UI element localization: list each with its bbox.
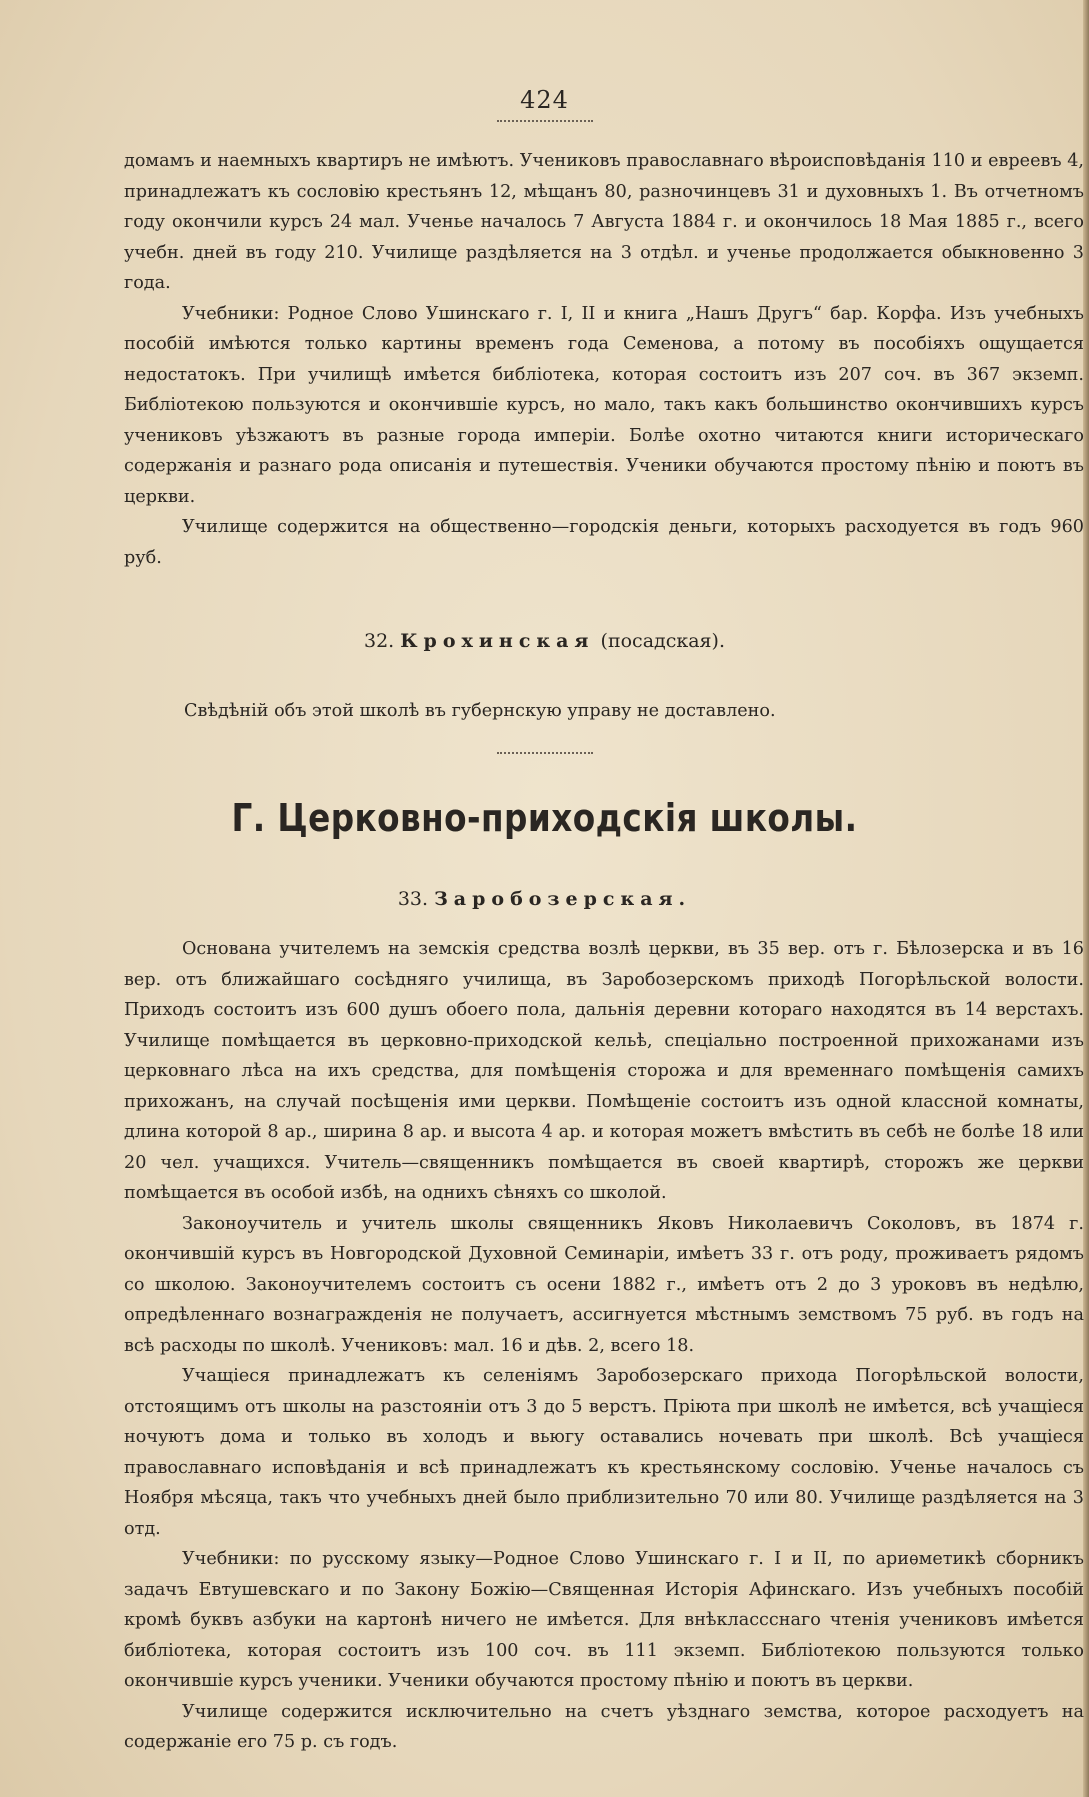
- paragraph: Основана учителемъ на земскія средства возлѣ церкви, въ 35 вер. отъ г. Бѣлозерска и въ 16 вер. отъ ближайшаго сосѣдняго училища, въ Заробозерскомъ приходѣ Погорѣльской волости. Приходъ состоитъ изъ 600 душъ обоего пола, дальнія деревни котораго находятся въ 14 верстахъ. Училище помѣщается въ церковно-приходской кельѣ, спеціально построенной прихожанами изъ церковнаго лѣса на ихъ средства, для помѣщенія сторожа и для временнаго помѣщенія самихъ прихожанъ, на случай посѣщенія ими церкви. Помѣщеніе состоитъ изъ одной классной комнаты, длина которой 8 ар., ширина 8 ар. и высота 4 ар. и которая можетъ вмѣстить въ себѣ не болѣе 18 или 20 чел. учащихся. Учитель—священникъ помѣщается въ своей квартирѣ, сторожъ же церкви помѣщается въ особой избѣ, на однихъ сѣняхъ со школой.: [124, 939, 1084, 1203]
- paragraph: Училище содержится исключительно на счетъ уѣзднаго земства, которое расходуетъ на содержаніе его 75 р. съ годъ.: [124, 1701, 1084, 1752]
- section-number: 32.: [364, 630, 395, 652]
- paragraph: Учебники: Родное Слово Ушинскаго г. I, II и книга „Нашъ Другъ“ бар. Корфа. Изъ учебныхъ пособій имѣются только картины временъ года Семенова, а потому въ пособіяхъ ощущается недостатокъ. При училищѣ имѣется библіотека, которая состоитъ изъ 207 соч. въ 367 экземп. Библіотекою пользуются и окончившіе курсъ, но мало, такъ какъ большинство окончившихъ курсъ учениковъ уѣзжаютъ въ разные города имперіи. Болѣе охотно читаются книги историческаго содержанія и разнаго рода описанія и путешествія. Ученики обучаются простому пѣнію и поютъ въ церкви.: [124, 303, 1084, 507]
- paragraph: Учащіеся принадлежатъ къ селеніямъ Заробозерскаго прихода Погорѣльской волости, отстоящимъ отъ школы на разстояніи отъ 3 до 5 верстъ. Пріюта при школѣ не имѣется, всѣ учащіеся ночуютъ дома и только въ холодъ и вьюгу оставались ночевать при школѣ. Всѣ учащіеся православнаго исповѣданія и всѣ принадлежатъ къ крестьянскому сословію. Ученье началось съ Ноября мѣсяца, такъ что учебныхъ дней было приблизительно 70 или 80. Училище раздѣляется на 3 отд.: [124, 1366, 1084, 1539]
- section-note: (посадская).: [600, 630, 725, 652]
- section-name: Крохинская: [400, 630, 595, 652]
- section-number: 33.: [397, 888, 429, 910]
- chapter-title: Г. Церковно-приходскія школы.: [231, 796, 858, 840]
- text-block-1: [124, 146, 1084, 573]
- ornament-rule: [497, 120, 593, 132]
- ornament-rule: [497, 752, 593, 764]
- paragraph: Законоучитель и учитель школы священникъ Яковъ Николаевичъ Соколовъ, въ 1874 г. окончившій курсъ въ Новгородской Духовной Семинаріи, имѣетъ 33 г. отъ роду, проживаетъ рядомъ со школою. Законоучителемъ состоитъ съ осени 1882 г., имѣетъ отъ 2 до 3 уроковъ въ недѣлю, опредѣленнаго вознагражденія не получаетъ, ассигнуется мѣстнымъ земствомъ 75 руб. въ годъ на всѣ расходы по школѣ. Учениковъ: мал. 16 и дѣв. 2, всего 18.: [124, 1213, 1084, 1356]
- section-heading-32: [0, 630, 1089, 652]
- text-block-2: [124, 934, 1084, 1758]
- paragraph: Свѣдѣній объ этой школѣ въ губернскую управу не доставлено.: [184, 701, 776, 721]
- paragraph: Учебники: по русскому языку—Родное Слово Ушинскаго г. I и II, по ариѳметикѣ сборникъ задачъ Евтушевскаго и по Закону Божію—Священная Исторія Афинскаго. Изъ учебныхъ пособій кромѣ буквъ азбуки на картонѣ ничего не имѣется. Для внѣклассснаго чтенія учениковъ имѣется библіотека, которая состоитъ изъ 100 соч. въ 111 экземп. Библіотекою пользуются только окончившіе курсъ ученики. Ученики обучаются простому пѣнію и поютъ въ церкви.: [124, 1549, 1084, 1691]
- section-name: Заробозерская.: [434, 888, 692, 910]
- paragraph: Училище содержится на общественно—городскія деньги, которыхъ расходуется въ годъ 960 руб.: [124, 517, 1084, 568]
- section-heading-33: [0, 888, 1089, 910]
- section-32-text: [124, 696, 1084, 727]
- page-number: 424: [520, 86, 569, 114]
- paragraph: домамъ и наемныхъ квартиръ не имѣютъ. Учениковъ православнаго вѣроисповѣданія 110 и евреевъ 4, принадлежатъ къ сословію крестьянъ 12, мѣщанъ 80, разночинцевъ 31 и духовныхъ 1. Въ отчетномъ году окончили курсъ 24 мал. Ученье началось 7 Августа 1884 г. и окончилось 18 Мая 1885 г., всего учебн. дней въ году 210. Училище раздѣляется на 3 отдѣл. и ученье продолжается обыкновенно 3 года.: [124, 151, 1084, 293]
